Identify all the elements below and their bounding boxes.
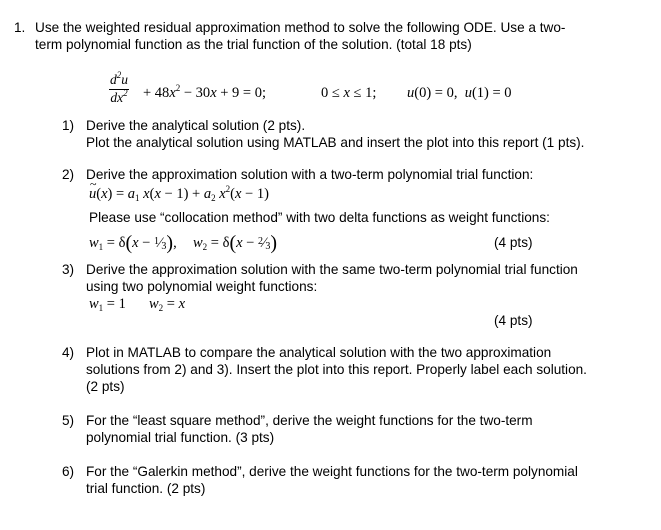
task-4-line3: (2 pts) — [86, 379, 125, 394]
task-3-line1: Derive the approximation solution with the same two-term polynomial trial function — [86, 262, 578, 277]
task-1-line1: Derive the analytical solution (2 pts). — [86, 118, 306, 133]
ode-domain: 0 ≤ x ≤ 1; — [321, 85, 377, 101]
problem-number: 1. — [14, 20, 26, 35]
task-6-line2: trial function. (2 pts) — [86, 481, 206, 496]
task-1-line2: Plot the analytical solution using MATLAB and insert the plot into this report (1 pts). — [86, 135, 585, 150]
task-2-number: 2) — [62, 167, 75, 182]
task-2-points: (4 pts) — [494, 235, 533, 250]
problem-intro-line2: term polynomial function as the trial function of the solution. (total 18 pts) — [35, 37, 472, 52]
ode-fraction — [109, 72, 129, 106]
collocation-weight-w2: $w_2 = \delta(x$ − 2⁄3) — [193, 232, 278, 254]
task-4-line2: solutions from 2) and 3). Insert the plot into this report. Properly label each solution. — [86, 362, 587, 377]
poly-weight-w1: $w_1 = 1$ — [89, 296, 126, 313]
ode-fraction-denominator: $dx^2$ — [110, 88, 128, 105]
task-4-number: 4) — [62, 345, 75, 360]
task-1-number: 1) — [62, 118, 75, 133]
collocation-weight-w1: $w_1 = \delta(x$ − 1⁄3), — [89, 232, 177, 254]
task-2-line1: Derive the approximation solution with a two-term polynomial trial function: — [86, 167, 534, 182]
task-3-points: (4 pts) — [494, 313, 533, 328]
task-5-line1: For the “least square method”, derive the weight functions for the two-term — [86, 413, 533, 428]
task-3-line2: using two polynomial weight functions: — [86, 279, 318, 294]
problem-intro-line1: Use the weighted residual approximation method to solve the following ODE. Use a two- — [35, 20, 566, 35]
task-2-line2: Please use “collocation method” with two delta functions as weight functions: — [89, 210, 550, 225]
ode-fraction-numerator: $d^2u$ — [109, 72, 129, 90]
task-5-line2: polynomial trial function. (3 pts) — [86, 430, 275, 445]
poly-weight-w2: $w_2 = x$ — [149, 296, 186, 313]
task-5-number: 5) — [62, 413, 75, 428]
task-3-number: 3) — [62, 262, 75, 277]
ode-boundary-conditions: u(0) = 0, u(1) = 0 — [407, 85, 512, 101]
trial-function: ~ $u(x) = a_1$ $x(x - 1) + a_2$ $x^2(x - 1)$ — [89, 186, 269, 203]
task-6-number: 6) — [62, 464, 75, 479]
task-6-line1: For the “Galerkin method”, derive the weight functions for the two-term polynomial — [86, 464, 578, 479]
task-4-line1: Plot in MATLAB to compare the analytical solution with the two approximation — [86, 345, 552, 360]
ode-rest: + $48x^2 - 30x + 9 = 0$; — [143, 83, 267, 101]
